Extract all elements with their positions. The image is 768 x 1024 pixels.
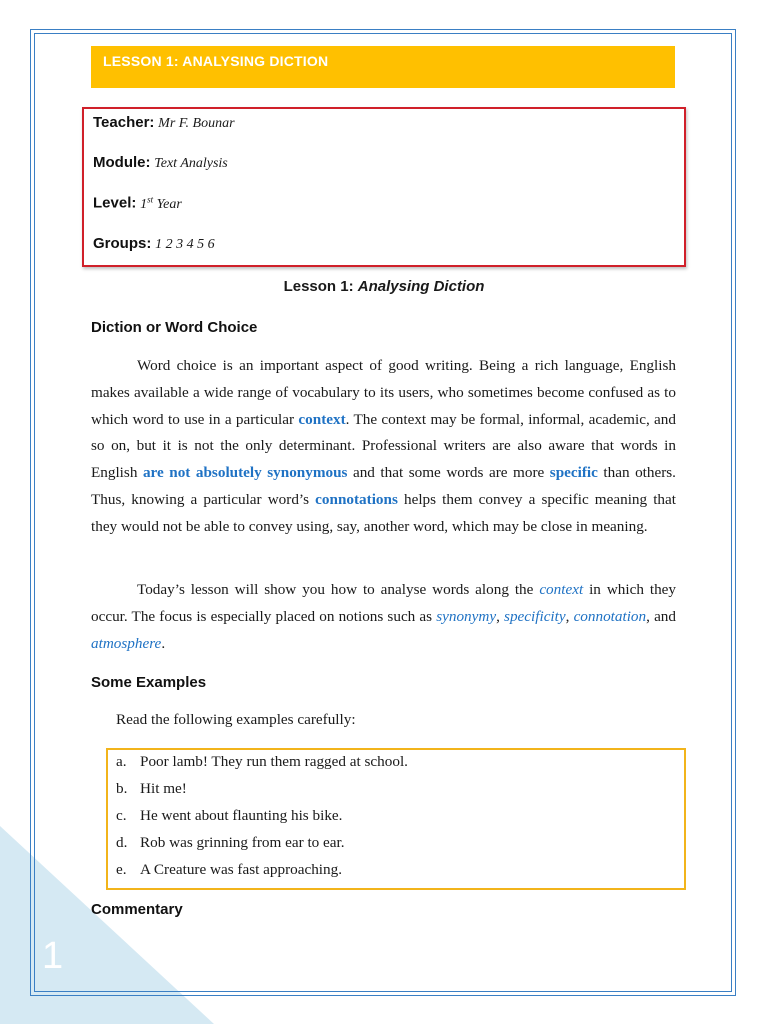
course-info-box [82,107,686,267]
example-item: b. Hit me! [116,780,187,797]
banner-title: LESSON 1: ANALYSING DICTION [103,53,329,69]
example-item: c. He went about flaunting his bike. [116,807,343,824]
level-label: Level: [93,194,137,212]
module-label: Module: [93,154,151,171]
keyword-specific: specific [549,464,598,482]
paragraph-intro: Word choice is an important aspect of good writing. Being a rich language, English makes available a wide range of vocabulary to its users, who sometimes become confused as to which word to use in a particular context. The context may be formal, informal, academic, and so on, but it is not the only determinant. Professional writers are also aware that words in English are not absolutely synonymous and that some words are more specific than others. Thus, knowing a particular word’s connotations helps them convey a specific meaning that they would not be able to convey using, say, another word, which may be close in meaning. [91,357,676,535]
keyword-not-synonymous: are not absolutely synonymous [142,464,348,482]
keyword-connotations: connotations [315,490,398,508]
module-value: Text Analysis [154,156,228,171]
lesson-heading: Lesson 1: Analysing Diction [283,278,485,295]
groups-label: Groups: [93,235,152,252]
section-heading-examples: Some Examples [91,674,207,691]
section-heading-commentary: Commentary [91,901,183,918]
keyword-context: context [298,410,346,428]
example-item: a. Poor lamb! They run them ragged at school. [116,753,408,770]
module-row [93,154,228,172]
examples-instruction: Read the following examples carefully: [116,711,356,728]
level-value: 1st Year [140,194,182,212]
paragraph-lesson-focus: Today’s lesson will show you how to analyse words along the context in which they occur. The focus is especially placed on notions such as synonymy, specificity, connotation, and atmosphere. [91,581,676,652]
level-row [93,194,182,213]
teacher-value: Mr F. Bounar [158,116,235,131]
example-item: d. Rob was grinning from ear to ear. [116,834,345,851]
groups-row [93,235,215,253]
title-banner [91,46,675,88]
groups-value: 1 2 3 4 5 6 [155,237,215,252]
teacher-row [93,114,235,132]
section-heading-diction: Diction or Word Choice [91,319,258,336]
examples-box [106,748,686,890]
example-item: e. A Creature was fast approaching. [116,861,343,878]
page-number: 1 [42,935,64,977]
teacher-label: Teacher: [93,114,155,131]
